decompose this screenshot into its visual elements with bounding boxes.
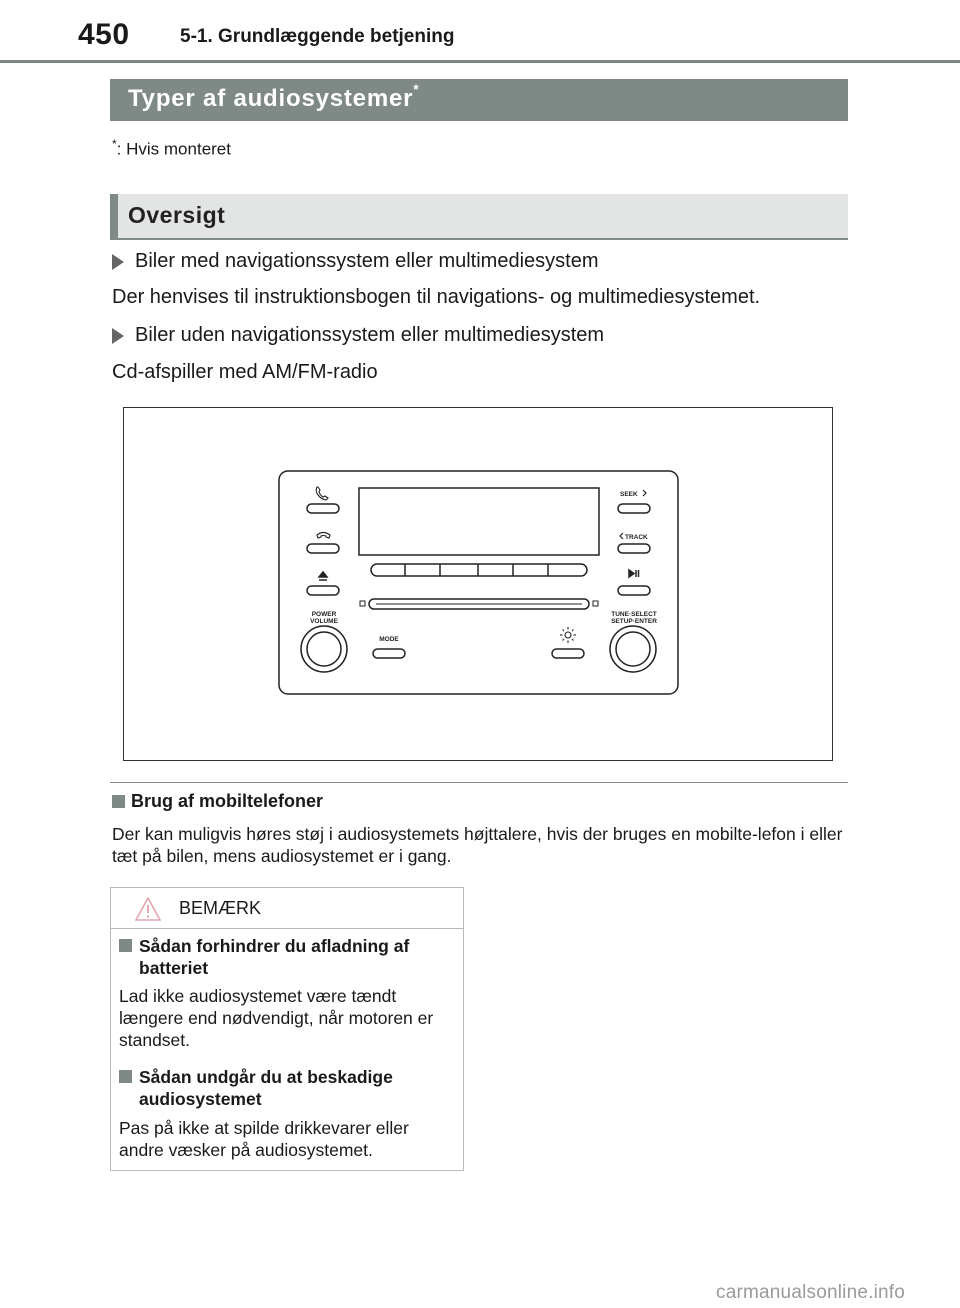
title-footnote-marker: * <box>413 81 420 97</box>
phone-hangup-button <box>307 544 339 553</box>
hangup-icon <box>317 533 330 539</box>
play-pause-icon <box>629 570 634 577</box>
bullet-text: Biler uden navigationssystem eller multimediesystem <box>135 324 605 346</box>
subsection-title: Oversigt <box>128 202 226 228</box>
triangle-bullet-icon <box>112 328 124 344</box>
bullet-item <box>112 250 599 273</box>
track-button <box>618 544 650 553</box>
section-title-bar <box>110 79 848 121</box>
subsection-bar <box>110 194 848 240</box>
square-bullet-icon <box>119 939 132 952</box>
footnote <box>112 137 231 160</box>
section-divider <box>110 782 848 783</box>
section-title <box>128 81 420 113</box>
notice-text-damage: Pas på ikke at spilde drikkevarer eller andre væsker på audiosystemet. <box>119 1118 409 1160</box>
notice-heading-text: Sådan undgår du at beskadige audiosystemet <box>139 1067 393 1109</box>
notice-heading-text: Sådan forhindrer du afladning af batteriet <box>139 936 410 978</box>
tune-select-knob <box>610 626 656 672</box>
eject-button <box>307 586 339 595</box>
mobile-phones-heading <box>112 791 323 812</box>
play-pause-button <box>618 586 650 595</box>
footnote-marker: * <box>112 137 117 151</box>
paragraph: Cd-afspiller med AM/FM-radio <box>112 361 378 383</box>
mobile-phones-text: Der kan muligvis høres støj i audiosystemets højttalere, hvis der bruges en mobilte-lefon i eller tæt på bilen, mens audiosystemet er i gang. <box>112 824 843 866</box>
notice-title: BEMÆRK <box>179 898 262 918</box>
watermark: carmanualsonline.info <box>716 1282 906 1303</box>
tune-select-label: TUNE·SELECT <box>611 611 657 618</box>
notice-heading-battery <box>119 935 449 979</box>
mode-button <box>373 649 405 658</box>
square-bullet-icon <box>112 795 125 808</box>
bullet-item <box>112 324 604 347</box>
power-label: POWER <box>311 611 337 618</box>
triangle-bullet-icon <box>112 254 124 270</box>
display-screen <box>359 488 599 555</box>
section-title-text: Typer af audiosystemer <box>128 85 414 112</box>
paragraph: Der henvises til instruktionsbogen til navigations- og multimediesystemet. <box>112 286 761 308</box>
subsection-accent <box>110 194 118 238</box>
phone-pickup-button <box>307 504 339 513</box>
brightness-icon <box>560 627 576 643</box>
notice-header <box>111 888 463 929</box>
power-volume-knob <box>301 626 347 672</box>
audio-unit-figure <box>123 407 833 761</box>
track-label: TRACK <box>625 534 648 541</box>
seek-button <box>618 504 650 513</box>
page-number: 450 <box>78 18 130 51</box>
notice-box <box>110 887 464 1171</box>
mobile-heading-text: Brug af mobiltelefoner <box>131 791 324 811</box>
warning-triangle-icon <box>135 897 161 921</box>
notice-text-battery: Lad ikke audiosystemet være tændt længere end nødvendigt, når motoren er standset. <box>119 986 434 1050</box>
volume-label: VOLUME <box>310 618 338 625</box>
notice-heading-damage <box>119 1066 449 1110</box>
section-reference: 5-1. Grundlæggende betjening <box>180 26 455 47</box>
setup-enter-label: SETUP·ENTER <box>611 618 657 625</box>
square-bullet-icon <box>119 1070 132 1083</box>
mode-label: MODE <box>379 636 399 643</box>
preset-buttons <box>371 564 587 576</box>
seek-label: SEEK <box>620 491 638 498</box>
audio-unit-illustration <box>124 408 831 759</box>
footnote-text: : Hvis monteret <box>116 139 231 159</box>
phone-icon <box>316 487 328 500</box>
bullet-text: Biler med navigationssystem eller multimediesystem <box>135 250 599 272</box>
header-divider <box>0 60 960 63</box>
unit-frame <box>279 471 678 694</box>
brightness-button <box>552 649 584 658</box>
eject-icon <box>319 572 327 577</box>
